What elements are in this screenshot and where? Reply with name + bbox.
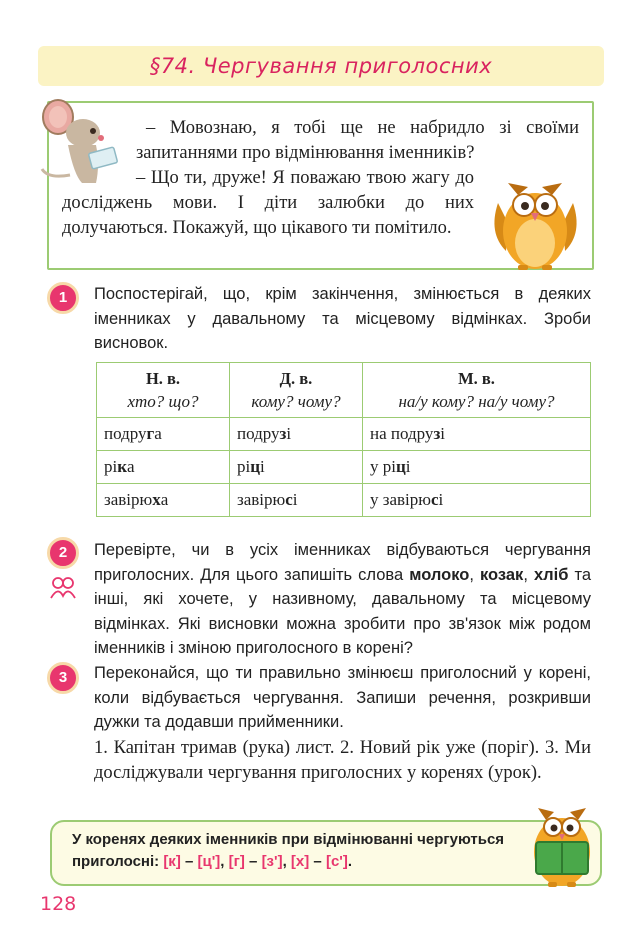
table-cell	[97, 451, 230, 484]
rule-text-a: У коренях деяких іменників при відмінюванні чергуються приголосні:	[72, 831, 505, 870]
table-cell	[97, 418, 230, 451]
task-2-text-b: та інші, які хочете, у називному, давальному та місцевому відмінках. Які висновки можна зробити про зв'язок між родом іменників і зміною приголосного в корені?	[94, 565, 591, 657]
word-part: у рі	[370, 457, 396, 476]
word-part: подру	[104, 424, 147, 443]
alternating-consonant: к	[117, 457, 128, 476]
table-cell	[97, 484, 230, 517]
task-2-text-a: Перевірте, чи в усіх іменниках відбуваються чергування приголосних. Для цього запишіть слова	[94, 541, 591, 584]
separator: ,	[469, 565, 480, 584]
table-cell	[230, 418, 363, 451]
word-part: а	[154, 424, 162, 443]
table-header-row	[97, 363, 591, 418]
table-row	[97, 418, 591, 451]
table-cell	[363, 451, 591, 484]
word-part: і	[286, 424, 292, 443]
task-1-badge: 1	[47, 282, 79, 314]
page-number: 128	[40, 893, 77, 915]
word-part: рі	[104, 457, 118, 476]
alternating-consonant: ц	[250, 457, 261, 476]
alternating-consonant: с	[430, 490, 439, 509]
separator: –	[180, 853, 198, 870]
case-question: на/у кому? на/у чому?	[398, 392, 555, 411]
word-part: і	[405, 457, 411, 476]
consonant: [ц']	[197, 853, 221, 870]
owl-illustration	[488, 173, 583, 273]
separator: –	[309, 853, 326, 870]
keyword: хліб	[533, 565, 569, 584]
word-part: і	[260, 457, 265, 476]
separator: .	[347, 853, 353, 870]
case-question: хто? що?	[127, 392, 199, 411]
task-2-badge: 2	[47, 537, 79, 569]
owl-reading-illustration	[522, 800, 602, 890]
dialog-line-1: – Мовознаю, я тобі ще не набридло зі своїми запитаннями про відмінювання іменників?	[136, 118, 579, 163]
separator: –	[244, 853, 262, 870]
consonant: [х]	[290, 853, 310, 870]
alternating-consonant: с	[285, 490, 293, 509]
word-part: і	[440, 424, 446, 443]
table-cell	[363, 484, 591, 517]
table-row	[97, 484, 591, 517]
word-part: а	[160, 490, 169, 509]
task-2-text	[94, 538, 591, 661]
word-part: рі	[237, 457, 251, 476]
pair-work-icon	[50, 576, 76, 600]
separator: ,	[282, 853, 291, 870]
keyword: молоко	[409, 565, 470, 584]
dialog-line-2: – Що ти, друже! Я поважаю твою жагу до досліджень мови. І діти залюбки до них долучаються. Покажуй, що цікавого ти помітило.	[62, 168, 474, 238]
case-question: кому? чому?	[251, 392, 341, 411]
table-header-cell	[230, 363, 363, 418]
page-title: §74. Чергування приголосних	[149, 54, 493, 78]
keyword: козак	[479, 565, 524, 584]
task-1-text: Поспостерігай, що, крім закінчення, змінюється в деяких іменниках у давальному та місцевому відмінках. Зроби висновок.	[94, 285, 591, 352]
declension-table	[96, 362, 591, 517]
alternating-consonant: з	[279, 424, 287, 443]
consonant: [г]	[228, 853, 245, 870]
consonant: [к]	[163, 853, 181, 870]
table-header-cell	[97, 363, 230, 418]
case-label: Н. в.	[145, 369, 181, 388]
word-part: подру	[237, 424, 280, 443]
alternating-consonant: ц	[395, 457, 406, 476]
task-3-sentences: 1. Капітан тримав (рука) лист. 2. Новий рік уже (поріг). 3. Ми досліджували чергування приголосних у коренях (урок).	[94, 738, 591, 783]
word-part: на подру	[370, 424, 434, 443]
consonant: [з']	[261, 853, 283, 870]
word-part: і	[292, 490, 298, 509]
consonant: [с']	[325, 853, 348, 870]
table-header-cell	[363, 363, 591, 418]
table-cell	[363, 418, 591, 451]
title-bar	[38, 46, 604, 86]
table-cell	[230, 484, 363, 517]
separator: ,	[220, 853, 229, 870]
word-part: а	[127, 457, 135, 476]
alternating-consonant: з	[433, 424, 441, 443]
task-3-text: Переконайся, що ти правильно змінюєш приголосний у корені, коли відбувається чергування. Запиши речення, розкривши дужки та додавши прийменники.	[94, 664, 591, 731]
table-cell	[230, 451, 363, 484]
case-label: М. в.	[458, 369, 495, 388]
word-part: у завірю	[370, 490, 431, 509]
rule-text	[72, 829, 532, 873]
alternating-consonant: г	[146, 424, 155, 443]
separator: ,	[523, 565, 534, 584]
case-label: Д. в.	[279, 369, 313, 388]
word-part: і	[438, 490, 444, 509]
alternating-consonant: х	[152, 490, 161, 509]
word-part: завірю	[104, 490, 153, 509]
table-row	[97, 451, 591, 484]
word-part: завірю	[237, 490, 286, 509]
task-3-badge: 3	[47, 662, 79, 694]
